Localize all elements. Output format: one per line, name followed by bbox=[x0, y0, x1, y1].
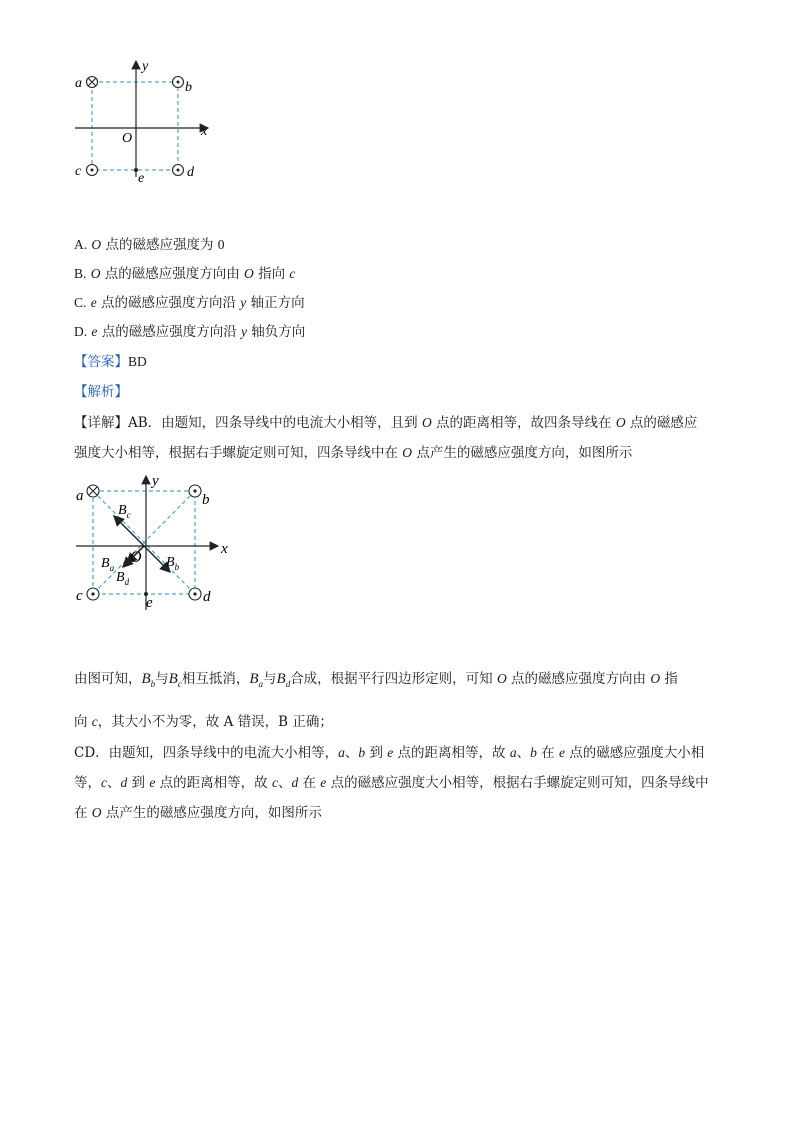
label-origin: O bbox=[122, 131, 133, 146]
label-x-axis: x bbox=[201, 124, 208, 139]
label-d: d bbox=[203, 589, 211, 605]
option-a: A. O 点的磁感应强度为 0 bbox=[74, 237, 225, 253]
conclusion-line-1: 由图可知，$B_b$与$B_c$相互抵消，$B_a$与$B_d$合成，根据平行四边形定则，可知 O 点的磁感应强度方向由 O 指 bbox=[74, 671, 678, 689]
cd-line-3: 在 O 点产生的磁感应强度方向，如图所示 bbox=[74, 805, 322, 821]
cd-line-2: 等，c、d 到 e 点的距离相等，故 c、d 在 e 点的磁感应强度大小相等，根据右手螺旋定则可知，四条导线中 bbox=[74, 775, 709, 791]
wire-b-out-of-page-icon bbox=[173, 77, 184, 88]
wire-a-into-page-icon bbox=[87, 485, 99, 497]
label-c: c bbox=[75, 164, 82, 179]
wire-c-out-of-page-icon bbox=[87, 588, 99, 600]
label-c: c bbox=[76, 588, 83, 604]
label-x-axis: x bbox=[221, 541, 228, 557]
wire-b-out-of-page-icon bbox=[189, 485, 201, 497]
label-a: a bbox=[76, 488, 84, 504]
wire-d-out-of-page-icon bbox=[189, 588, 201, 600]
wire-d-out-of-page-icon bbox=[173, 165, 184, 176]
detail-line-2: 强度大小相等，根据右手螺旋定则可知，四条导线中在 O 点产生的磁感应强度方向，如图所示 bbox=[74, 445, 633, 461]
label-vector-bc: $B_c$ bbox=[118, 503, 131, 520]
label-b: b bbox=[185, 80, 192, 95]
label-a: a bbox=[75, 76, 82, 91]
label-e: e bbox=[138, 171, 145, 186]
detail-label: 【详解】 bbox=[74, 415, 128, 431]
figure-2-field-vectors-diagram bbox=[68, 470, 238, 615]
label-y-axis: y bbox=[152, 473, 159, 489]
label-origin: O bbox=[130, 549, 142, 566]
conclusion-line-2: 向 c，其大小不为零，故 A 错误，B 正确； bbox=[74, 714, 333, 730]
wire-a-into-page-icon bbox=[87, 77, 98, 88]
figure-1-coordinate-diagram bbox=[60, 55, 230, 190]
option-d: D. e 点的磁感应强度方向沿 y 轴负方向 bbox=[74, 324, 306, 340]
wire-c-out-of-page-icon bbox=[87, 165, 98, 176]
label-y-axis: y bbox=[142, 59, 149, 74]
cd-line-1: CD．由题知，四条导线中的电流大小相等，a、b 到 e 点的距离相等，故 a、b 在 e 点的磁感应强度大小相 bbox=[74, 745, 705, 761]
answer-label: 【答案】 bbox=[74, 354, 128, 370]
label-b: b bbox=[202, 492, 210, 508]
answer-value: BD bbox=[128, 354, 147, 369]
option-c: C. e 点的磁感应强度方向沿 y 轴正方向 bbox=[74, 295, 305, 311]
detail-line-1: 【详解】AB．由题知，四条导线中的电流大小相等，且到 O 点的距离相等，故四条导线在 O 点的磁感应 bbox=[74, 415, 698, 431]
label-vector-ba: $B_a$ bbox=[101, 556, 115, 573]
label-e: e bbox=[146, 595, 153, 611]
dashed-square bbox=[92, 82, 178, 170]
label-vector-bd: $B_d$ bbox=[116, 570, 130, 587]
analysis-heading: 【解析】 bbox=[74, 384, 128, 400]
answer-line bbox=[74, 350, 147, 370]
label-d: d bbox=[187, 165, 194, 180]
vector-bc-arrow bbox=[114, 516, 144, 546]
option-b: B. O 点的磁感应强度方向由 O 指向 c bbox=[74, 266, 296, 282]
label-vector-bb: $B_b$ bbox=[166, 555, 180, 572]
